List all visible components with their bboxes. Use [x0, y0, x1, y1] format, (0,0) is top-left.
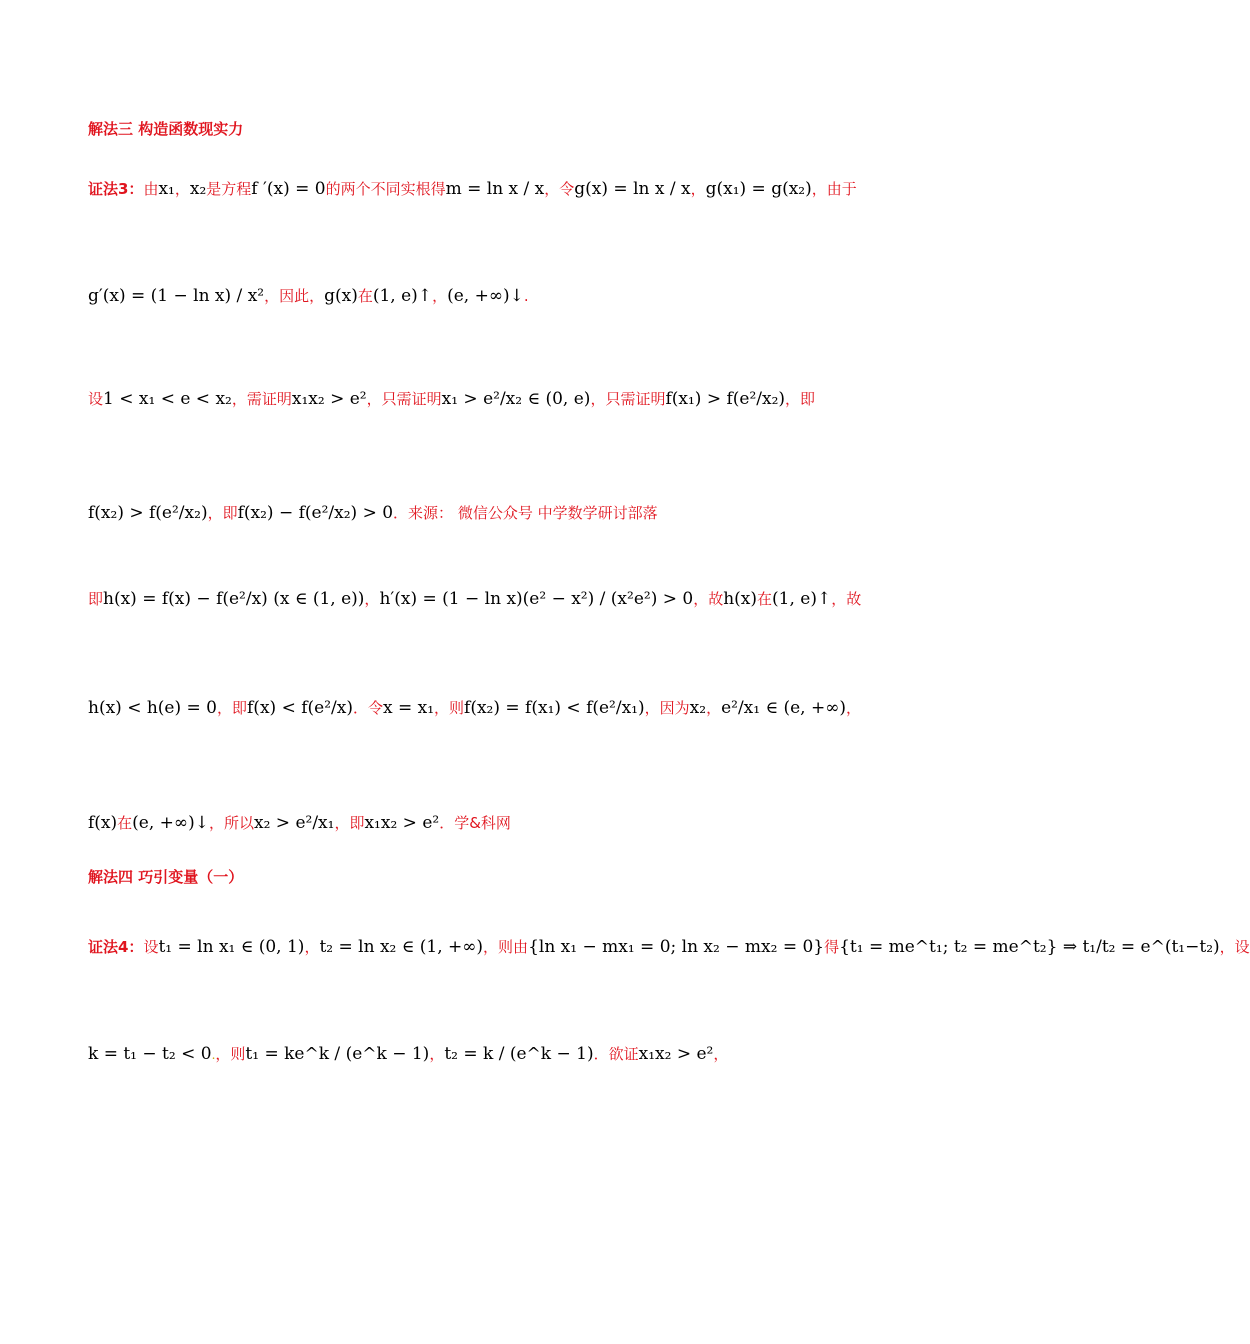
math-expression: h(x) = f(x) − f(e²/x) (x ∈ (1, e)): [103, 589, 365, 609]
math-expression: f ′(x) = 0: [251, 179, 326, 199]
math-expression: t₂ = ln x₂ ∈ (1, +∞): [319, 937, 484, 957]
method3-line-7: [88, 812, 870, 833]
math-expression: f(x₂) = f(x₁) < f(e²/x₁): [464, 698, 645, 718]
method3-line-2: [88, 285, 870, 306]
math-expression: (e, +∞)↓: [447, 286, 524, 306]
text-segment: ，故: [693, 590, 724, 608]
math-expression: f(x₁) > f(e²/x₂): [665, 389, 786, 409]
math-expression: (1, e)↑: [372, 286, 433, 306]
math-expression: {t₁ = me^t₁; t₂ = me^t₂} ⇒ t₁/t₂ = e^(t₁−t₂): [839, 937, 1220, 957]
math-expression: x = x₁: [382, 698, 435, 718]
text-segment: ，: [690, 180, 706, 198]
method3-line-5: [88, 588, 870, 609]
math-expression: f(x₂) > f(e²/x₂): [88, 503, 208, 523]
text-segment: .: [523, 287, 529, 305]
text-segment: ，只需证明: [366, 390, 442, 408]
text-segment: ，因为: [644, 699, 690, 717]
text-segment: ，由于: [811, 180, 857, 198]
text-segment: 证法4：: [88, 938, 144, 956]
math-expression: h(x) < h(e) = 0: [88, 698, 217, 718]
text-segment: 的两个不同实根得: [325, 180, 446, 198]
math-expression: (1, e)↑: [772, 589, 832, 609]
text-segment: .: [211, 1048, 216, 1062]
text-segment: ，因此，: [264, 287, 325, 305]
text-segment: 在: [757, 590, 773, 608]
math-expression: t₂ = k / (e^k − 1): [444, 1044, 594, 1064]
text-segment: 得: [824, 938, 840, 956]
method3-title: 解法三 构造函数现实力: [88, 120, 244, 138]
math-expression: (e, +∞)↓: [132, 813, 209, 833]
text-segment: ，即: [785, 390, 816, 408]
method4-line-1: [88, 936, 1250, 957]
text-segment: ，: [304, 938, 320, 956]
text-segment: 在: [357, 287, 373, 305]
text-segment: ，: [429, 1045, 445, 1063]
text-segment: ，需证明: [231, 390, 292, 408]
text-segment: ，令: [544, 180, 575, 198]
text-segment: ，: [432, 287, 448, 305]
math-expression: f(x) < f(e²/x): [247, 698, 353, 718]
text-segment: 证法3：: [88, 180, 144, 198]
method3-line-6: [88, 697, 870, 718]
method3-line-3: [88, 388, 870, 409]
math-expression: t₁ = ke^k / (e^k − 1): [245, 1044, 430, 1064]
text-segment: ．学&科网: [439, 814, 511, 832]
math-expression: 1 < x₁ < e < x₂: [103, 389, 232, 409]
text-segment: ，所以: [208, 814, 254, 832]
math-expression: k = t₁ − t₂ < 0: [88, 1044, 212, 1064]
text-segment: ，则: [434, 699, 465, 717]
text-segment: ．来源： 微信公众号 中学数学研讨部落: [393, 504, 658, 522]
math-expression: x₂: [189, 179, 207, 199]
math-expression: f(x): [88, 813, 118, 833]
text-segment: ，: [706, 699, 722, 717]
math-expression: g(x) = ln x / x: [574, 179, 691, 199]
math-expression: x₂ > e²/x₁: [253, 813, 335, 833]
text-segment: 由: [143, 180, 159, 198]
math-expression: m = ln x / x: [445, 179, 545, 199]
method4-title: 解法四 巧引变量（一）: [88, 868, 244, 886]
math-expression: x₁x₂ > e²: [638, 1044, 714, 1064]
text-segment: 是方程: [206, 180, 252, 198]
text-segment: ，则由: [483, 938, 529, 956]
text-segment: ，则: [215, 1045, 246, 1063]
math-expression: x₁x₂ > e²: [291, 389, 367, 409]
text-segment: ，即: [217, 699, 248, 717]
math-expression: g′(x) = (1 − ln x) / x²: [88, 286, 265, 306]
math-expression: x₁ > e²/x₂ ∈ (0, e): [441, 389, 591, 409]
method3-line-1: [88, 178, 870, 199]
text-segment: 即: [88, 590, 104, 608]
math-expression: g(x): [324, 286, 358, 306]
math-expression: x₁: [158, 179, 175, 199]
text-segment: ，即: [207, 504, 238, 522]
math-expression: x₂: [689, 698, 707, 718]
text-segment: ．令: [352, 699, 383, 717]
text-segment: ，: [174, 180, 190, 198]
text-segment: ，故: [831, 590, 862, 608]
math-expression: t₁ = ln x₁ ∈ (0, 1): [158, 937, 305, 957]
text-segment: ，: [364, 590, 380, 608]
method3-line-4: [88, 502, 870, 523]
math-expression: e²/x₁ ∈ (e, +∞): [721, 698, 847, 718]
math-expression: {ln x₁ − mx₁ = 0; ln x₂ − mx₂ = 0}: [528, 937, 825, 957]
text-segment: 设: [88, 390, 104, 408]
math-expression: h′(x) = (1 − ln x)(e² − x²) / (x²e²) > 0: [379, 589, 694, 609]
text-segment: ．欲证: [593, 1045, 639, 1063]
text-segment: 在: [117, 814, 133, 832]
math-expression: g(x₁) = g(x₂): [705, 179, 812, 199]
text-segment: ，只需证明: [590, 390, 666, 408]
method4-line-2: [88, 1043, 870, 1064]
text-segment: ，: [846, 699, 862, 717]
math-expression: x₁x₂ > e²: [364, 813, 440, 833]
math-expression: h(x): [723, 589, 758, 609]
text-segment: ，设: [1219, 938, 1250, 956]
math-expression: f(x₂) − f(e²/x₂) > 0: [237, 503, 394, 523]
text-segment: ，: [713, 1045, 729, 1063]
text-segment: 设: [143, 938, 159, 956]
text-segment: ，即: [334, 814, 365, 832]
